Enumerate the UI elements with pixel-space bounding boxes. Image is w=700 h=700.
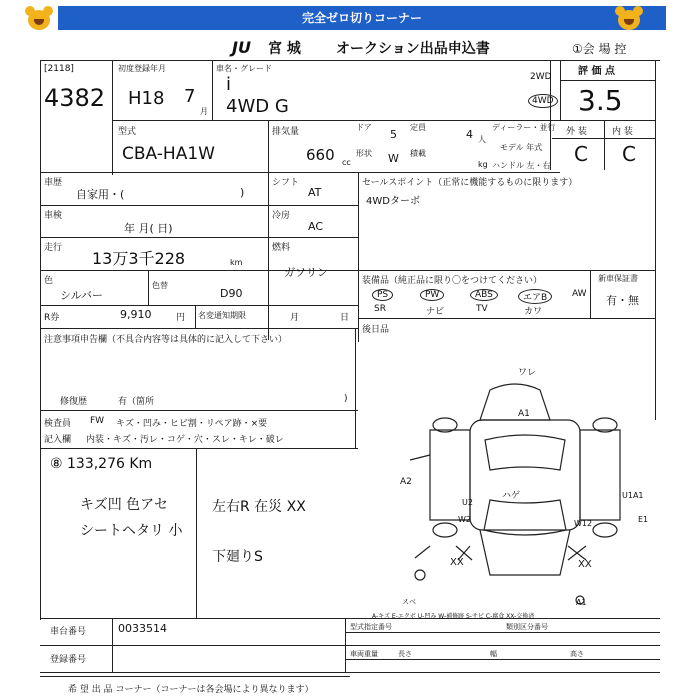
model-name: i xyxy=(226,74,232,95)
rear-seat-label: 後日品 xyxy=(362,325,390,335)
diag-u2: U2 xyxy=(462,498,473,507)
cert-row2b: 長さ xyxy=(398,650,412,658)
fuel-label: 燃料 xyxy=(272,243,291,253)
cert-row2c: 幅 xyxy=(490,650,497,658)
lot-number: 4382 xyxy=(44,84,106,112)
chassis-value: 0033514 xyxy=(118,622,167,635)
handwritten-note3: 左右R 在災 XX xyxy=(212,499,306,515)
inspector-items: キズ・凹み・ヒビ割・リペア跡・×要 xyxy=(116,419,268,429)
equip-navi: ナビ xyxy=(426,307,445,317)
diag-e1: E1 xyxy=(638,515,649,524)
registration-month: 7 xyxy=(184,86,196,107)
equip-airbag: エアB xyxy=(518,289,552,304)
bear-mascot-icon xyxy=(22,4,56,36)
equip-tv: TV xyxy=(476,304,488,314)
equip-pw: PW xyxy=(420,289,444,301)
handwritten-note2: シートヘタリ 小 xyxy=(80,523,183,539)
equip-aw: AW xyxy=(572,289,587,299)
handwritten-note1: キズ凹 色アセ xyxy=(80,497,169,513)
doors-label: ドア xyxy=(356,123,372,132)
diag-u1a1: U1A1 xyxy=(622,491,644,500)
handle-label: ハンドル 左・右 xyxy=(492,161,551,170)
recycle-unit: 円 xyxy=(176,313,186,323)
repair-value: 有（箇所 xyxy=(118,397,155,407)
equip-leather: カワ xyxy=(524,307,543,317)
registration-label: 初度登録年月 xyxy=(118,64,166,73)
drive-2wd: 2WD xyxy=(530,72,552,82)
prefecture: 宮 城 xyxy=(268,41,301,57)
new-parts-label: 新車保証書 xyxy=(598,274,638,283)
bear-mascot-icon xyxy=(612,4,646,36)
doors-value: 5 xyxy=(390,128,397,141)
aircon-value: AC xyxy=(308,220,324,233)
equipment-label: 装備品（純正品に限り〇をつけてください） xyxy=(362,276,543,286)
banner-title: 完全ゼロ切りコーナー xyxy=(58,6,666,30)
diag-sube: スベ xyxy=(402,598,416,606)
footer-label: 希 望 出 品 コーナー（コーナーは各会場により異なります） xyxy=(68,685,314,695)
type-label: 型式 xyxy=(118,127,137,137)
capacity-unit: 人 xyxy=(478,135,486,144)
capacity-value: 4 xyxy=(466,128,473,141)
inspection-value: 年 月( 日) xyxy=(124,222,173,235)
inspection-label: 車検 xyxy=(44,211,63,221)
load-label: 積載 xyxy=(410,149,426,158)
drive-4wd: 4WD xyxy=(528,94,558,108)
reg-no-label: 登録番号 xyxy=(50,655,87,665)
shape-value: W xyxy=(388,152,399,165)
handwritten-odo: ⑧ 133,276 Km xyxy=(50,456,153,472)
venue-copy: ①会 場 控 xyxy=(572,42,627,56)
handwritten-note4: 下廻りS xyxy=(212,549,263,565)
diag-a1-bottom: A1 xyxy=(576,598,587,607)
lot-code: [2118] xyxy=(44,64,74,74)
vehicle-type-close: ) xyxy=(240,186,245,199)
registration-era: H18 xyxy=(128,88,165,109)
diag-w12: W12 xyxy=(574,519,593,528)
repair-label: 修復歴 xyxy=(60,397,88,407)
diag-a1: A1 xyxy=(518,409,530,419)
rating-ext: C xyxy=(574,142,588,166)
type-value: CBA-HA1W xyxy=(122,144,215,164)
record-label: 記入欄 xyxy=(44,435,72,445)
color-code-label: 色替 xyxy=(152,281,168,290)
selling-points-value: 4WDターボ xyxy=(366,196,420,207)
displacement-label: 排気量 xyxy=(272,127,300,137)
mileage-unit: km xyxy=(230,258,243,267)
fuel-value: ガソリン xyxy=(284,266,328,279)
name-change-label: 名変通知期限 xyxy=(198,311,246,320)
diag-a2: A2 xyxy=(400,477,412,487)
diag-w2: W2 xyxy=(458,515,471,524)
selling-points-label: セールスポイント（正常に機能するものに限ります） xyxy=(362,178,578,188)
mileage-value: 13万3千228 xyxy=(92,249,186,268)
equip-ps: PS xyxy=(372,289,393,301)
mileage-label: 走行 xyxy=(44,243,63,253)
banner xyxy=(0,0,700,40)
damage-legend: A-キズ E-エクボ U-凹み W-補修跡 S-サビ C-腐食 XX-交換済 xyxy=(372,613,535,620)
rating-int: C xyxy=(622,142,636,166)
equip-sr: SR xyxy=(374,304,386,314)
record-items: 内装・キズ・汚レ・コゲ・穴・スレ・キレ・破レ xyxy=(86,435,284,445)
name-change-month: 月 xyxy=(290,313,300,323)
vehicle-type-value: 自家用・( xyxy=(76,188,125,201)
diag-top-label: ワレ xyxy=(518,368,537,378)
inspector-label: 検査員 xyxy=(44,419,72,429)
color-label: 色 xyxy=(44,276,54,286)
recycle-label: R券 xyxy=(44,313,60,323)
name-change-day: 日 xyxy=(340,313,350,323)
equip-abs: ABS xyxy=(470,289,498,301)
rating-label: 評 価 点 xyxy=(578,66,615,77)
displacement-value: 660 xyxy=(306,146,335,164)
model-year-label: モデル 年式 xyxy=(500,143,543,152)
new-parts-value: 有・無 xyxy=(606,294,639,307)
notes-label: 注意事項申告欄（不具合内容等は具体的に記入して下さい） xyxy=(44,335,288,345)
form-title: オークション出品申込書 xyxy=(336,41,490,57)
cert-row2d: 高さ xyxy=(570,650,584,658)
vehicle-type-label: 車歴 xyxy=(44,178,63,188)
dealer-label: ディーラー・並行 xyxy=(492,123,556,132)
registration-month-unit: 月 xyxy=(200,107,208,116)
shift-value: AT xyxy=(308,186,322,199)
rating-score: 3.5 xyxy=(578,84,623,117)
ju-logo: JU xyxy=(232,38,251,57)
shift-label: シフト xyxy=(272,178,300,188)
cert-row2: 車両重量 xyxy=(350,650,378,658)
load-unit: kg xyxy=(478,160,488,169)
rating-ext-label: 外 装 xyxy=(566,127,587,137)
diag-center: ハゲ xyxy=(502,491,521,501)
model-label: 車名・グレード xyxy=(216,64,272,73)
recycle-value: 9,910 xyxy=(120,308,152,321)
shape-label: 形状 xyxy=(356,149,372,158)
cert-row1b: 類別区分番号 xyxy=(506,623,548,631)
model-grade: 4WD G xyxy=(226,96,289,117)
cert-row1: 型式指定番号 xyxy=(350,623,392,631)
repair-close: ) xyxy=(344,394,348,404)
diag-xx-right: XX xyxy=(578,559,592,570)
displacement-unit: cc xyxy=(342,158,351,167)
car-damage-diagram xyxy=(390,360,660,610)
capacity-label: 定員 xyxy=(410,123,426,132)
rating-int-label: 内 装 xyxy=(612,127,633,137)
color-value: シルバー xyxy=(60,289,103,302)
inspector-fw: FW xyxy=(90,416,105,426)
aircon-label: 冷房 xyxy=(272,211,291,221)
chassis-label: 車台番号 xyxy=(50,627,87,637)
diag-xx-left: XX xyxy=(450,557,464,568)
color-code: D90 xyxy=(220,287,243,300)
